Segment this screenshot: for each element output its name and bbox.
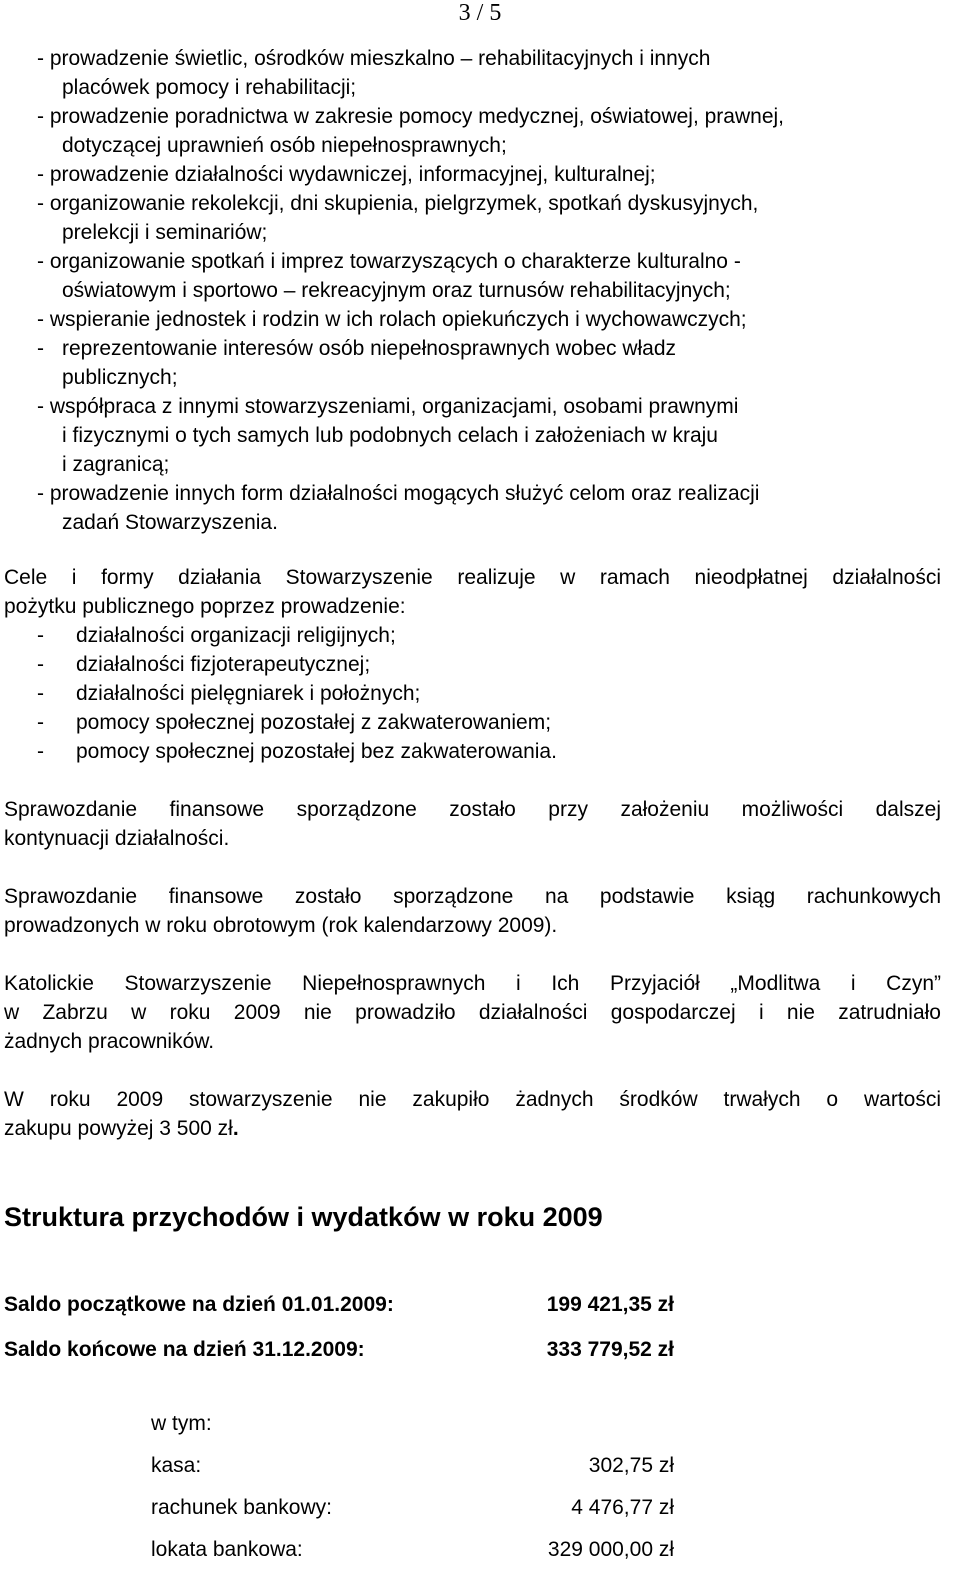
list-dash: - [37,653,44,676]
list-item: pomocy społecznej pozostałej z zakwaterowaniem; [76,711,552,734]
paragraph-line: Katolickie Stowarzyszenie Niepełnosprawnych i Ich Przyjaciół „Modlitwa i Czyn” [4,972,941,995]
list-item: pomocy społecznej pozostałej bez zakwaterowania. [76,740,557,763]
list-item: reprezentowanie interesów osób niepełnosprawnych wobec władz [62,337,677,360]
breakdown-label: rachunek bankowy: [151,1496,332,1519]
paragraph-line: kontynuacji działalności. [4,827,230,850]
paragraph-line [4,1114,941,1143]
list-dash: - [37,740,44,763]
breakdown-value: 329 000,00 zł [547,1538,674,1561]
list-item-continuation: dotyczącej uprawnień osób niepełnosprawnych; [62,134,507,157]
paragraph-line: Sprawozdanie finansowe zostało sporządzone na podstawie ksiąg rachunkowych [4,885,941,908]
list-item: - organizowanie rekolekcji, dni skupienia, pielgrzymek, spotkań dyskusyjnych, [37,192,759,215]
breakdown-label: kasa: [151,1454,202,1477]
breakdown-value: 302,75 zł [588,1454,674,1477]
list-item: - prowadzenie świetlic, ośrodków mieszkalno – rehabilitacyjnych i innych [37,47,711,70]
list-dash: - [37,682,44,705]
breakdown-value: 4 476,77 zł [571,1496,674,1519]
saldo-value: 333 779,52 zł [546,1338,674,1361]
paragraph-period: . [232,1117,239,1140]
paragraph-line: w Zabrzu w roku 2009 nie prowadziło działalności gospodarczej i nie zatrudniało [4,1001,941,1024]
list-item-continuation: publicznych; [62,366,178,389]
list-item: działalności pielęgniarek i położnych; [76,682,421,705]
list-item: działalności fizjoterapeutycznej; [76,653,371,676]
list-item: - prowadzenie poradnictwa w zakresie pomocy medycznej, oświatowej, prawnej, [37,105,785,128]
list-item-continuation: i fizycznymi o tych samych lub podobnych celach i założeniach w kraju [62,424,718,447]
saldo-label: Saldo początkowe na dzień 01.01.2009: [4,1293,394,1316]
list-item-continuation: oświatowym i sportowo – rekreacyjnym oraz turnusów rehabilitacyjnych; [62,279,731,302]
list-dash: - [37,624,44,647]
paragraph-basis [4,882,941,940]
paragraph-going-concern [4,795,941,853]
list-item: - prowadzenie innych form działalności mogących służyć celom oraz realizacji [37,482,760,505]
paragraph-line: Sprawozdanie finansowe sporządzone zostało przy założeniu możliwości dalszej [4,798,941,821]
paragraph-no-business-activity [4,969,941,1056]
list-item: - współpraca z innymi stowarzyszeniami, organizacjami, osobami prawnymi [37,395,739,418]
breakdown-label: lokata bankowa: [151,1538,303,1561]
paragraph-line: żadnych pracowników. [4,1030,215,1053]
saldo-label: Saldo końcowe na dzień 31.12.2009: [4,1338,365,1361]
paragraph-line: prowadzonych w roku obrotowym (rok kalendarzowy 2009). [4,914,558,937]
breakdown-title: w tym: [151,1412,212,1435]
paragraph-line: pożytku publicznego poprzez prowadzenie: [4,595,406,618]
list-item-continuation: zadań Stowarzyszenia. [62,511,278,534]
list-dash: - [37,711,44,734]
paragraph-text: zakupu powyżej 3 500 zł [4,1117,233,1140]
paragraph-line: W roku 2009 stowarzyszenie nie zakupiło żadnych środków trwałych o wartości [4,1088,941,1111]
section-heading: Struktura przychodów i wydatków w roku 2009 [4,1202,603,1232]
list-item-continuation: placówek pomocy i rehabilitacji; [62,76,357,99]
list-item: - prowadzenie działalności wydawniczej, informacyjnej, kulturalnej; [37,163,656,186]
paragraph-line: Cele i formy działania Stowarzyszenie realizuje w ramach nieodpłatnej działalności [4,566,941,589]
paragraph-fixed-assets [4,1085,941,1143]
list-item: - wspieranie jednostek i rodzin w ich rolach opiekuńczych i wychowawczych; [37,308,747,331]
list-dash: - [37,337,44,360]
list-item-continuation: i zagranicą; [62,453,170,476]
list-item-continuation: prelekcji i seminariów; [62,221,268,244]
saldo-value: 199 421,35 zł [546,1293,674,1316]
cele-paragraph [4,563,941,621]
list-item: działalności organizacji religijnych; [76,624,396,647]
page-number: 3 / 5 [458,0,502,26]
list-item: - organizowanie spotkań i imprez towarzyszących o charakterze kulturalno - [37,250,741,273]
